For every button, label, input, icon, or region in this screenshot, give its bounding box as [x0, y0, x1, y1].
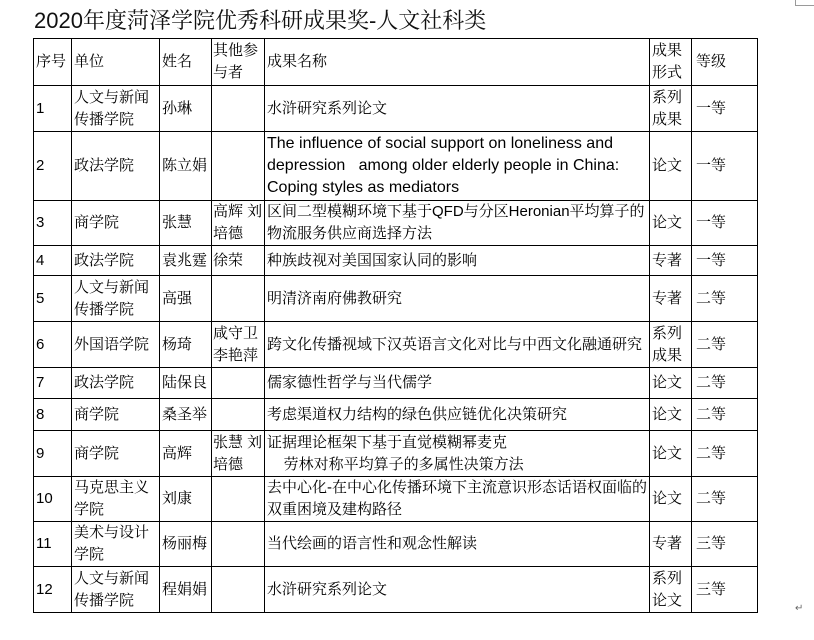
cell-name: 张慧	[160, 201, 212, 246]
cell-unit: 人文与新闻传播学院	[72, 276, 160, 322]
cell-name: 杨丽梅	[160, 522, 212, 567]
cell-form: 论文	[650, 201, 692, 246]
cell-title: 跨文化传播视域下汉英语言文化对比与中西文化融通研究	[265, 322, 650, 368]
cell-no: 10	[34, 477, 72, 522]
cell-unit: 马克思主义学院	[72, 477, 160, 522]
cell-title: 去中心化-在中心化传播环境下主流意识形态话语权面临的双重困境及建构路径	[265, 477, 650, 522]
cell-others	[212, 522, 265, 567]
header-title: 成果名称	[265, 39, 650, 86]
cell-title: 区间二型模糊环境下基于QFD与分区Heronian平均算子的物流服务供应商选择方法	[265, 201, 650, 246]
cell-title: 水浒研究系列论文	[265, 86, 650, 132]
cell-name: 高强	[160, 276, 212, 322]
cell-form: 论文	[650, 477, 692, 522]
header-no: 序号	[34, 39, 72, 86]
cell-others	[212, 132, 265, 201]
cell-grade: 一等	[692, 132, 758, 201]
cell-form: 专著	[650, 246, 692, 276]
cell-grade: 二等	[692, 399, 758, 431]
cell-unit: 商学院	[72, 201, 160, 246]
cell-title: 明清济南府佛教研究	[265, 276, 650, 322]
cell-unit: 政法学院	[72, 246, 160, 276]
cell-name: 程娟娟	[160, 567, 212, 613]
cell-others	[212, 368, 265, 399]
cell-form: 系列成果	[650, 86, 692, 132]
awards-table	[33, 38, 758, 613]
cell-unit: 政法学院	[72, 368, 160, 399]
cell-no: 5	[34, 276, 72, 322]
crop-mark	[795, 0, 814, 6]
cell-name: 桑圣举	[160, 399, 212, 431]
cell-name: 刘康	[160, 477, 212, 522]
cell-name: 孙琳	[160, 86, 212, 132]
cell-form: 论文	[650, 368, 692, 399]
cell-form: 专著	[650, 522, 692, 567]
cell-others	[212, 276, 265, 322]
cell-title: The influence of social support on loneliness and depression among older elderly people in China: Coping styles as mediators	[265, 132, 650, 201]
cell-no: 6	[34, 322, 72, 368]
cell-no: 1	[34, 86, 72, 132]
header-unit: 单位	[72, 39, 160, 86]
cell-grade: 二等	[692, 368, 758, 399]
cell-title: 水浒研究系列论文	[265, 567, 650, 613]
page-title: 2020年度菏泽学院优秀科研成果奖-人文社科类	[34, 8, 487, 33]
cell-title: 考虑渠道权力结构的绿色供应链优化决策研究	[265, 399, 650, 431]
cell-grade: 三等	[692, 567, 758, 613]
cell-unit: 人文与新闻传播学院	[72, 567, 160, 613]
cell-unit: 商学院	[72, 399, 160, 431]
cell-name: 陈立娟	[160, 132, 212, 201]
cell-name: 陆保良	[160, 368, 212, 399]
cell-grade: 二等	[692, 477, 758, 522]
cell-no: 4	[34, 246, 72, 276]
cell-form: 专著	[650, 276, 692, 322]
cell-unit: 政法学院	[72, 132, 160, 201]
cell-grade: 一等	[692, 246, 758, 276]
cell-others	[212, 399, 265, 431]
cell-grade: 一等	[692, 86, 758, 132]
cell-title: 证据理论框架下基于直觉模糊幂麦克 劳林对称平均算子的多属性决策方法	[265, 431, 650, 477]
cell-form: 系列论文	[650, 567, 692, 613]
cell-title: 儒家德性哲学与当代儒学	[265, 368, 650, 399]
cell-no: 8	[34, 399, 72, 431]
header-others: 其他参与者	[212, 39, 265, 86]
cell-unit: 商学院	[72, 431, 160, 477]
cell-no: 2	[34, 132, 72, 201]
cell-grade: 二等	[692, 322, 758, 368]
cell-grade: 二等	[692, 276, 758, 322]
cell-title: 当代绘画的语言性和观念性解读	[265, 522, 650, 567]
cell-grade: 三等	[692, 522, 758, 567]
cell-form: 论文	[650, 132, 692, 201]
cell-form: 论文	[650, 399, 692, 431]
cell-others: 张慧 刘培德	[212, 431, 265, 477]
cell-grade: 一等	[692, 201, 758, 246]
cell-no: 12	[34, 567, 72, 613]
cell-no: 7	[34, 368, 72, 399]
paragraph-mark: ↵	[795, 603, 804, 614]
cell-form: 系列成果	[650, 322, 692, 368]
header-grade: 等级	[692, 39, 758, 86]
cell-title: 种族歧视对美国国家认同的影响	[265, 246, 650, 276]
cell-no: 3	[34, 201, 72, 246]
header-name: 姓名	[160, 39, 212, 86]
cell-name: 杨琦	[160, 322, 212, 368]
cell-grade: 二等	[692, 431, 758, 477]
cell-others: 咸守卫李艳萍	[212, 322, 265, 368]
cell-others	[212, 86, 265, 132]
cell-unit: 外国语学院	[72, 322, 160, 368]
cell-name: 高辉	[160, 431, 212, 477]
cell-others	[212, 477, 265, 522]
cell-form: 论文	[650, 431, 692, 477]
header-form: 成果形式	[650, 39, 692, 86]
cell-unit: 人文与新闻传播学院	[72, 86, 160, 132]
cell-others: 徐荣	[212, 246, 265, 276]
cell-others: 高辉 刘培德	[212, 201, 265, 246]
cell-unit: 美术与设计学院	[72, 522, 160, 567]
cell-others	[212, 567, 265, 613]
cell-no: 11	[34, 522, 72, 567]
cell-name: 袁兆霆	[160, 246, 212, 276]
cell-no: 9	[34, 431, 72, 477]
